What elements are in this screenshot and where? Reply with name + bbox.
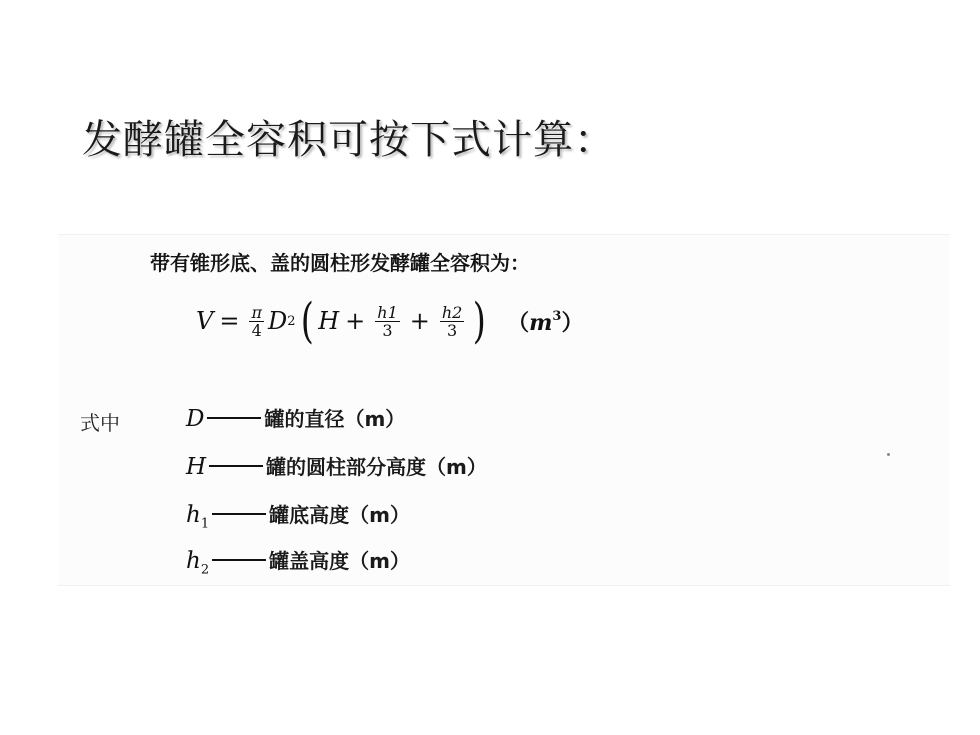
definition-symbol: [186, 454, 206, 484]
definition-symbol-letter: h: [186, 502, 201, 528]
definition-description: 罐的圆柱部分高度（m）: [266, 455, 487, 479]
definition-symbol-letter: h: [186, 548, 201, 574]
formula-h2-over-3: [440, 304, 464, 339]
formula-h1-over-3: [375, 304, 399, 339]
formula-unit-m: m: [529, 309, 553, 336]
scanned-text-excerpt: [58, 234, 950, 586]
definition-description: 罐底高度（m）: [269, 503, 410, 527]
definition-symbol-sub: 1: [200, 516, 210, 532]
formula-plus-2: +: [409, 307, 430, 335]
formula-plus-1: +: [345, 307, 366, 335]
formula-pi-over-4: [249, 304, 264, 339]
definition-symbol: [186, 548, 209, 578]
definition-symbol-letter: D: [186, 406, 205, 432]
slide-title: 发酵罐全容积可按下式计算：: [82, 117, 615, 163]
formula-open-paren: (: [300, 293, 314, 349]
formula-unit-open: （: [507, 309, 530, 336]
definition-row: [186, 545, 410, 578]
definition-symbol: [186, 502, 209, 532]
formula-diameter-symbol: D: [267, 307, 288, 335]
definition-description: 罐的直径（m）: [264, 407, 406, 431]
definition-symbol-sub: 2: [200, 562, 210, 578]
definition-row: [186, 451, 487, 484]
intro-text: 带有锥形底、盖的圆柱形发酵罐全容积为：: [150, 251, 530, 275]
definition-row: [186, 499, 410, 532]
formula-volume-symbol: V: [196, 307, 214, 335]
formula-h1: h1: [377, 302, 398, 322]
em-dash: [209, 465, 263, 467]
formula-three-1: 3: [382, 320, 393, 340]
formula-pi: π: [251, 302, 262, 322]
formula-equals: =: [219, 307, 240, 335]
definition-symbol-letter: H: [186, 454, 207, 480]
formula-h2: h2: [441, 302, 463, 322]
formula-height-symbol: H: [318, 307, 340, 335]
definition-description: 罐盖高度（m）: [269, 549, 410, 573]
formula-diameter-exponent: 2: [287, 313, 296, 329]
formula-three-2: 3: [447, 320, 458, 340]
stray-dot: [887, 453, 890, 456]
em-dash: [207, 417, 261, 419]
em-dash: [212, 513, 266, 515]
volume-formula: [196, 293, 584, 349]
formula-unit-close: ）: [561, 309, 584, 336]
formula-unit: [507, 306, 583, 337]
formula-four: 4: [251, 320, 262, 340]
formula-close-paren: ): [473, 293, 487, 349]
definition-row: [186, 403, 405, 436]
where-label: 式中: [80, 411, 120, 435]
em-dash: [212, 559, 266, 561]
definition-symbol: [186, 406, 204, 436]
formula-unit-exponent: 3: [552, 308, 562, 324]
